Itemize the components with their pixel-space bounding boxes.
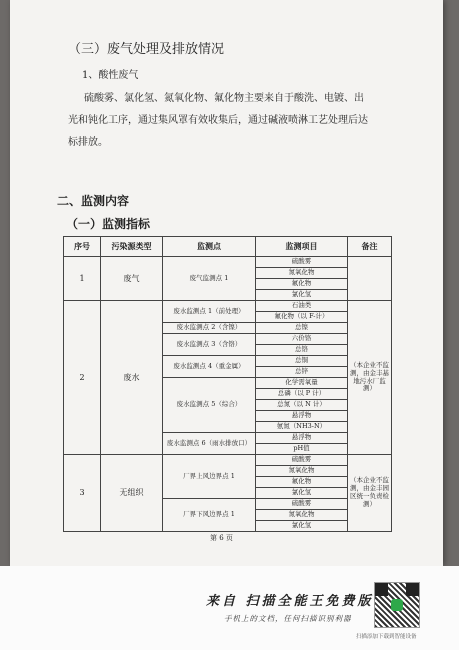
chapter-heading: 二、监测内容 xyxy=(57,194,130,208)
remark: （本企业不监测，由金丰基地污水厂监测） xyxy=(348,301,392,455)
qr-logo-icon xyxy=(391,599,403,611)
monitoring-item: 氯化氢 xyxy=(256,521,348,532)
col-header: 备注 xyxy=(348,237,392,257)
monitoring-point: 厂界上风边界点 1 xyxy=(163,455,256,499)
table-body xyxy=(64,257,392,532)
monitoring-item: 总锌 xyxy=(256,367,348,378)
body-paragraph: 硫酸雾、氯化氢、氮氧化物、氟化物主要来自于酸洗、电镀、出光和钝化工序，通过集风罩有效收集后，通过碱液喷淋工艺处理后达标排放。 xyxy=(68,93,368,148)
monitoring-point: 废水监测点 1（前处理） xyxy=(163,301,256,323)
table-row xyxy=(64,301,392,312)
monitoring-item: 氮氧化物 xyxy=(256,466,348,477)
page-number: 第 6 页 xyxy=(210,534,233,542)
monitoring-item: 硫酸雾 xyxy=(256,257,348,268)
col-header: 监测点 xyxy=(163,237,256,257)
monitoring-item: pH值 xyxy=(256,444,348,455)
monitoring-item: 硫酸雾 xyxy=(256,455,348,466)
monitoring-point: 废水监测点 5（综合） xyxy=(163,378,256,433)
scanner-brand: 来自 扫描全能王免费版 xyxy=(206,594,374,609)
monitoring-point: 废水监测点 4（重金属） xyxy=(163,356,256,378)
monitoring-item: 化学需氧量 xyxy=(256,378,348,389)
monitoring-item: 六价铬 xyxy=(256,334,348,345)
pollution-type: 废气 xyxy=(101,257,163,301)
document-page xyxy=(10,0,443,566)
monitoring-point: 废水监测点 6（雨水排放口） xyxy=(163,433,256,455)
monitoring-item: 氯化氢 xyxy=(256,488,348,499)
qr-code-icon xyxy=(374,582,420,628)
monitoring-item: 硫酸雾 xyxy=(256,499,348,510)
monitoring-item: 氟化物 xyxy=(256,279,348,290)
monitoring-point: 废水监测点 2（含镍） xyxy=(163,323,256,334)
monitoring-point: 废水监测点 3（含铬） xyxy=(163,334,256,356)
col-header: 序号 xyxy=(64,237,101,257)
remark xyxy=(348,257,392,301)
qr-caption: 扫描添加下载到智能设备 xyxy=(356,634,417,640)
row-number: 2 xyxy=(64,301,101,455)
col-header: 污染源类型 xyxy=(101,237,163,257)
col-header: 监测项目 xyxy=(256,237,348,257)
pollution-type: 无组织 xyxy=(101,455,163,532)
monitoring-item: 总镍 xyxy=(256,323,348,334)
monitoring-item: 总铜 xyxy=(256,356,348,367)
monitoring-item: 氟化物（以 F-计） xyxy=(256,312,348,323)
row-number: 3 xyxy=(64,455,101,532)
monitoring-item: 氯化氢 xyxy=(256,290,348,301)
monitoring-item: 石油类 xyxy=(256,301,348,312)
scanner-tagline: 手机上的文档，任何扫描识别利器 xyxy=(224,614,352,623)
monitoring-item: 悬浮物 xyxy=(256,411,348,422)
monitoring-item: 氟化物 xyxy=(256,477,348,488)
monitoring-item: 氨氮（NH3-N） xyxy=(256,422,348,433)
monitoring-item: 总氮（以 N 计） xyxy=(256,400,348,411)
scanner-footer xyxy=(0,566,459,650)
monitoring-item: 氮氧化物 xyxy=(256,268,348,279)
remark: （本企业不监测，由金丰园区统一负责检测） xyxy=(348,455,392,532)
monitoring-point: 厂界下风边界点 1 xyxy=(163,499,256,532)
table-header-row xyxy=(64,237,392,257)
monitoring-item: 氮氧化物 xyxy=(256,510,348,521)
sub-chapter-heading: （一）监测指标 xyxy=(66,217,151,231)
monitoring-item: 悬浮物 xyxy=(256,433,348,444)
monitoring-table xyxy=(63,236,392,532)
table-row xyxy=(64,455,392,466)
row-number: 1 xyxy=(64,257,101,301)
table-row xyxy=(64,257,392,268)
monitoring-item: 总铬 xyxy=(256,345,348,356)
monitoring-item: 总磷（以 P 计） xyxy=(256,389,348,400)
pollution-type: 废水 xyxy=(101,301,163,455)
section-heading: （三）废气处理及排放情况 xyxy=(68,42,225,57)
subsection-heading: 1、酸性废气 xyxy=(82,70,139,81)
monitoring-point: 废气监测点 1 xyxy=(163,257,256,301)
